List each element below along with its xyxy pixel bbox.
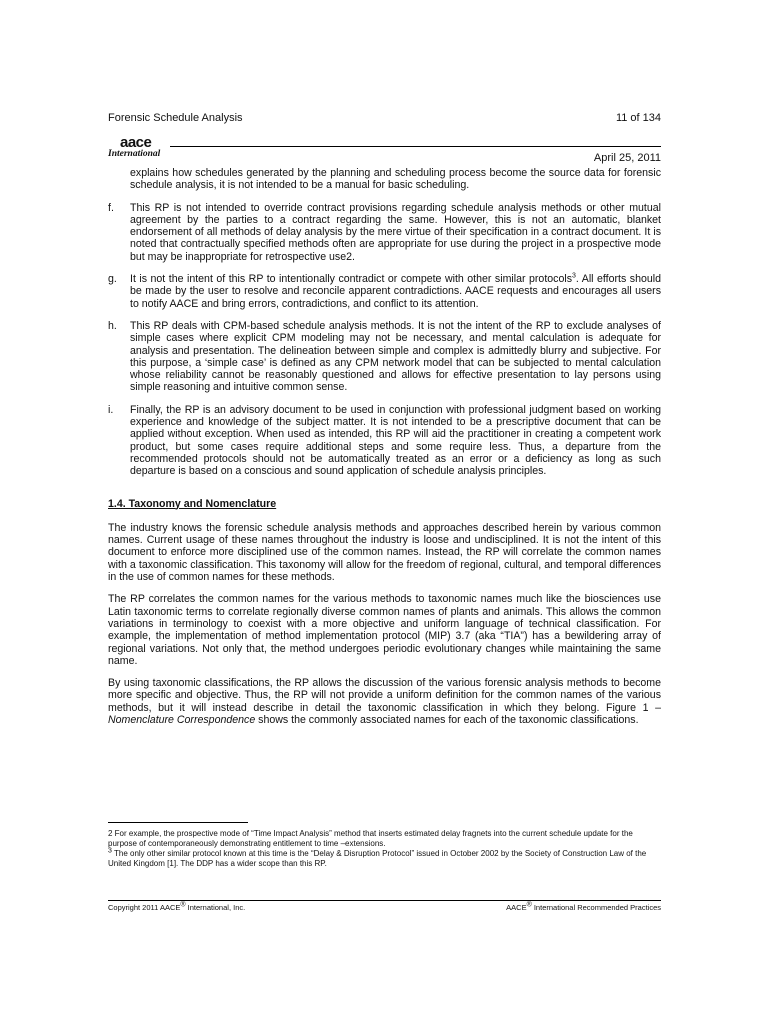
paragraph: By using taxonomic classifications, the RP allows the discussion of the various forensic analysis methods to become more specific and objective. Thus, the RP will not provide a uniform definition for the common names of the various methods, but it will instead describe in detail the taxonomic classification in which they belong. Figure 1 – Nomenclature Correspondence shows the commonly associated names for each of the taxonomic classifications. <box>108 677 661 726</box>
list-item-text: Finally, the RP is an advisory document to be used in conjunction with professional judgment based on working experience and knowledge of the subject matter. It is not intended to be a prescriptive document that can be applied without exception. When used as intended, this RP will aid the practitioner in creating a competent work product, but some cases require additional steps and some require less. Thus, a departure from the recommended protocols should not be automatically treated as an error or a deficiency as long as such departure is based on a conscious and sound application of schedule analysis principles. <box>130 403 661 478</box>
list-marker: h. <box>108 319 117 332</box>
footer-copyright: Copyright 2011 AACE® International, Inc. <box>108 901 246 912</box>
page-number: 11 of 134 <box>615 112 661 124</box>
list-marker: g. <box>108 273 117 286</box>
document-page <box>108 0 661 1024</box>
footnote-ref-3: 3 <box>572 272 576 280</box>
list-item-g <box>108 273 661 310</box>
list-item-text: It is not the intent of this RP to intentionally contradict or compete with other similar protocols$^3$. All efforts should be made by the user to resolve and reconcile apparent contradictions. AACE requests and encourages all users to notify AACE and bring errors, contradictions, and conflict to its attention. <box>130 272 661 310</box>
continuation-paragraph: explains how schedules generated by the planning and scheduling process become the source data for forensic schedule analysis, it is not intended to be a manual for basic scheduling. <box>130 167 661 192</box>
list-item-text: This RP is not intended to override contract provisions regarding schedule analysis methods or other mutual agreement by the parties to a contract regarding the same. However, this is not an automatic, blanket endorsement of all methods of delay analysis by the mere virtue of their specification in a contract document. It is noted that contractually specified methods often are appropriate for use during the project in a prospective mode but may be inappropriate for retrospective use2. <box>130 201 661 263</box>
logo-subtitle: International <box>108 149 161 159</box>
list-item-f <box>108 202 661 263</box>
list-marker: f. <box>108 201 114 214</box>
list-marker: i. <box>108 403 114 416</box>
list-item-h <box>108 320 661 394</box>
header-rule <box>170 146 661 147</box>
footnote-2: 2 For example, the prospective mode of “Time Impact Analysis” method that inserts estimated delay fragnets into the current schedule update for the purpose of contemporaneously demonstrating entitlement to time –extensions. <box>108 829 633 848</box>
paragraph: The RP correlates the common names for the various methods to taxonomic names much like the biosciences use Latin taxonomic terms to correlate regionally diverse common names of plants and animals. This allows the common variations in terminology to coexist with a more objective and uniform language of technical classification. For example, the implementation of method implementation protocol (MIP) 3.7 (aka “TIA”) has a bewildering array of regional variations. Not only that, the method undergoes periodic evolutionary changes while maintaining the same name. <box>108 593 661 667</box>
footer-series: AACE® International Recommended Practices <box>506 901 661 912</box>
running-header <box>108 112 661 124</box>
body-text <box>108 167 661 736</box>
footnotes <box>108 829 661 869</box>
paragraph: The industry knows the forensic schedule analysis methods and approaches described herein by various common names. Current usage of these names throughout the industry is loose and undisciplined. It is not the intent of this document to enforce more disciplined use of the common names. Instead, the RP will correlate the common names with a taxonomic classification. This taxonomy will allow for the freedom of regional, cultural, and temporal differences in the use of common names for these methods. <box>108 521 661 584</box>
footnote-rule <box>108 822 248 823</box>
section-heading: 1.4. Taxonomy and Nomenclature <box>108 497 277 510</box>
list-item-text: This RP deals with CPM-based schedule analysis methods. It is not the intent of the RP to exclude analyses of simple cases where explicit CPM modeling may not be necessary, and mental calculation is adequate for analysis and presentation. The delineation between simple and complex is admittedly blurry and subjective. For this purpose, a ‘simple case’ is defined as any CPM network model that can be subjected to mental calculation whose reliability cannot be reasonably questioned and allows for effective presentation to lay persons using simple reasoning and intuitive common sense. <box>130 319 661 394</box>
footnote-3: $^3$ The only other similar protocol known at this time is the “Delay & Disruption Protocol” issued in October 2002 by the Society of Construction Law of the United Kingdom [1]. The DDP has a wider scope than this RP. <box>108 847 647 868</box>
figure-reference: Nomenclature Correspondence <box>108 713 256 726</box>
document-date: April 25, 2011 <box>593 152 661 164</box>
list-item-i <box>108 404 661 478</box>
logo-wordmark: aace <box>120 134 152 151</box>
aace-logo <box>108 134 170 159</box>
document-title: Forensic Schedule Analysis <box>108 112 243 124</box>
footer-rule <box>108 900 661 901</box>
